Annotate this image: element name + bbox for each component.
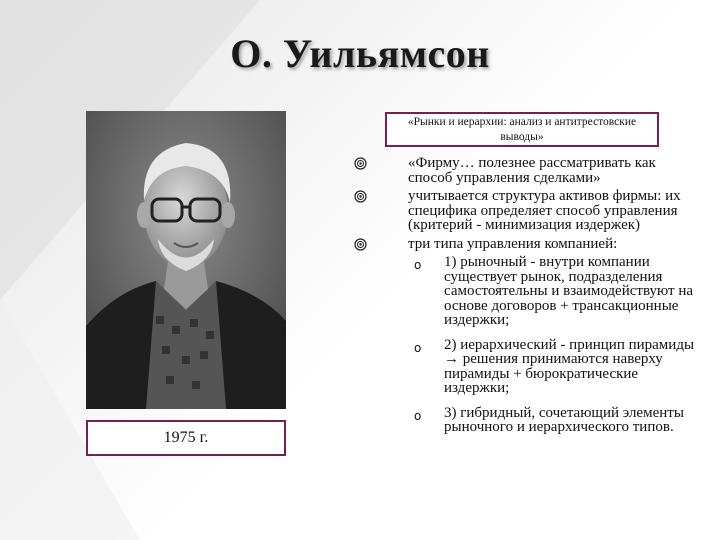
photo-caption: 1975 г. (86, 420, 286, 456)
circle-outline-icon: o (414, 258, 422, 272)
portrait-image (86, 111, 286, 409)
bullet-item (354, 237, 699, 252)
portrait-photo (86, 111, 286, 409)
bullseye-icon (354, 190, 367, 203)
sub-item (354, 255, 699, 328)
book-title-box: «Рынки и иерархии: анализ и антитрестовские выводы» (385, 112, 659, 147)
bullet-item (354, 156, 699, 185)
sub-item (354, 338, 699, 396)
content-body (354, 156, 699, 445)
sub-item (354, 406, 699, 435)
bullet-item (354, 189, 699, 233)
page-title: О. Уильямсон (230, 31, 490, 76)
sub-item-text: 3) гибридный, сочетающий элементы рыночного и иерархического типов. (444, 404, 684, 435)
circle-outline-icon: o (414, 340, 422, 355)
bullet-text: «Фирму… полезнее рассматривать как способ управления сделками» (408, 155, 656, 186)
bullseye-icon (354, 238, 367, 251)
circle-outline-icon: o (414, 408, 422, 423)
bullet-text: три типа управления компанией: (408, 235, 618, 252)
bullet-text: учитывается структура активов фирмы: их специфика определяет способ управления (критерий - минимизация издержек) (408, 188, 681, 233)
sub-item-text: 2) иерархический - принцип пирамиды → решения принимаются наверху пирамиды + бюрократические издержки; (444, 336, 695, 396)
sub-item-text: 1) рыночный - внутри компании существует рынок, подразделения самостоятельны и взаимодействуют на основе договоров + трансакционные издержки; (444, 254, 694, 328)
bullseye-icon (354, 157, 367, 170)
